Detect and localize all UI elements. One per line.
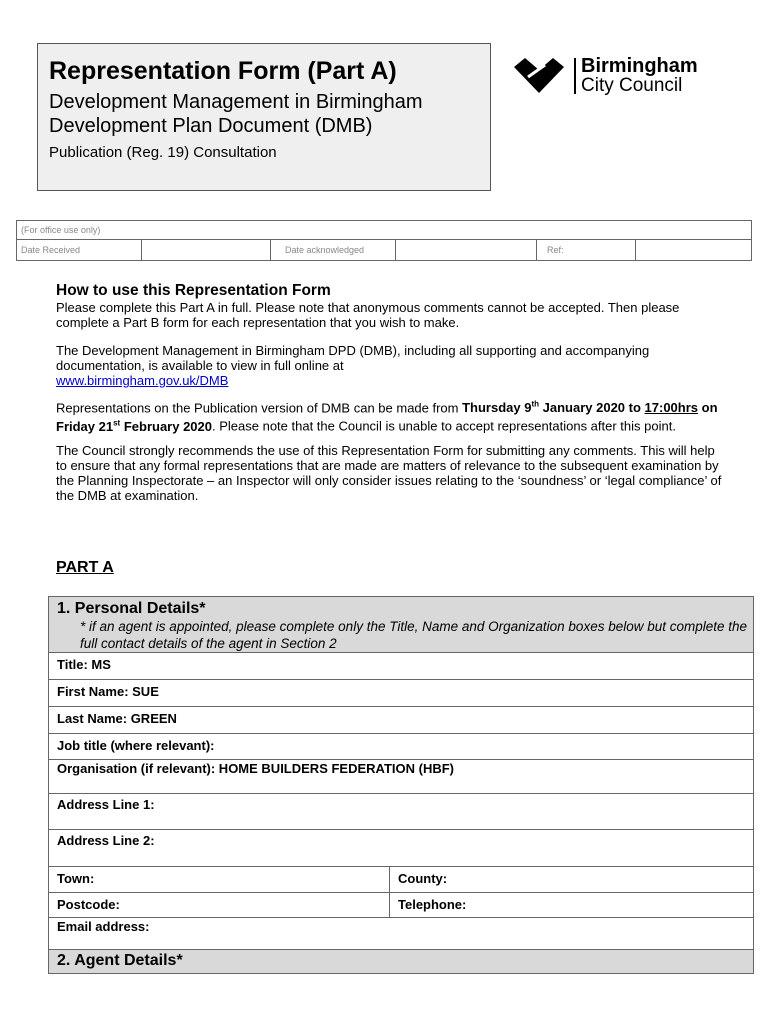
last-name-field[interactable]: Last Name: GREEN [49,707,754,734]
agent-details-header [49,950,754,974]
consultation-label: Publication (Reg. 19) Consultation [49,144,277,161]
county-field[interactable]: County: [390,867,754,893]
email-field[interactable]: Email address: [49,918,754,950]
instructions-paragraph-1: Please complete this Part A in full. Please note that anonymous comments cannot be accepted. Then please complete a Part B form for each representation that you wish to make. [56,300,680,330]
council-logo [511,52,711,102]
ref-field[interactable] [636,240,752,261]
office-use-caption: (For office use only) [17,221,752,240]
personal-details-table [48,596,754,974]
address-line-1-field[interactable]: Address Line 1: [49,794,754,830]
instructions-paragraph-4: The Council strongly recommends the use of this Representation Form for submitting any comments. This will help to ensure that any formal representations that are made are matters of relevance to the subsequent examination by the Planning Inspectorate – an Inspector will only consider issues relating to the ‘soundness’ or ‘legal compliance’ of the DMB at examination. [56,442,722,503]
organisation-field[interactable]: Organisation (if relevant): HOME BUILDERS FEDERATION (HBF) [49,760,754,794]
heart-logo-icon [511,55,567,95]
logo-text-line2: City Council [581,75,683,96]
date-received-label: Date Received [17,240,142,261]
date-acknowledged-field[interactable] [396,240,537,261]
personal-details-title: 1. Personal Details* [57,600,206,617]
office-use-table [16,220,752,261]
personal-details-header [49,597,754,653]
date-received-field[interactable] [142,240,271,261]
telephone-field[interactable]: Telephone: [390,893,754,918]
logo-text-line1: Birmingham [581,55,698,77]
instructions-heading: How to use this Representation Form [56,282,331,299]
instructions-paragraph-2: The Development Management in Birmingham DPD (DMB), including all supporting and accompanying documentation, is available to view in full online at [56,343,650,373]
logo-divider [574,58,576,94]
form-header [37,43,491,191]
agent-details-title: 2. Agent Details* [57,952,183,969]
instructions-paragraph-3: Representations on the Publication version of DMB can be made from Thursday 9th January 2020 to 17:00hrs on Friday 21st February 2020. Please note that the Council is unable to accept representations after this point. [56,400,718,434]
first-name-field[interactable]: First Name: SUE [49,680,754,707]
form-title: Representation Form (Part A) [49,57,397,85]
ref-label: Ref: [537,240,636,261]
town-field[interactable]: Town: [49,867,390,893]
address-line-2-field[interactable]: Address Line 2: [49,830,754,867]
postcode-field[interactable]: Postcode: [49,893,390,918]
title-field[interactable]: Title: MS [49,653,754,680]
form-subtitle: Development Management in Birmingham Development Plan Document (DMB) [49,91,423,137]
job-title-field[interactable]: Job title (where relevant): [49,734,754,760]
part-a-heading: PART A [56,559,114,576]
instructions-section [56,282,726,503]
agent-note: * if an agent is appointed, please complete only the Title, Name and Organization boxes below but complete the full contact details of the agent in Section 2 [80,619,748,651]
dmb-link[interactable]: www.birmingham.gov.uk/DMB [56,373,229,388]
date-acknowledged-label: Date acknowledged [271,240,396,261]
